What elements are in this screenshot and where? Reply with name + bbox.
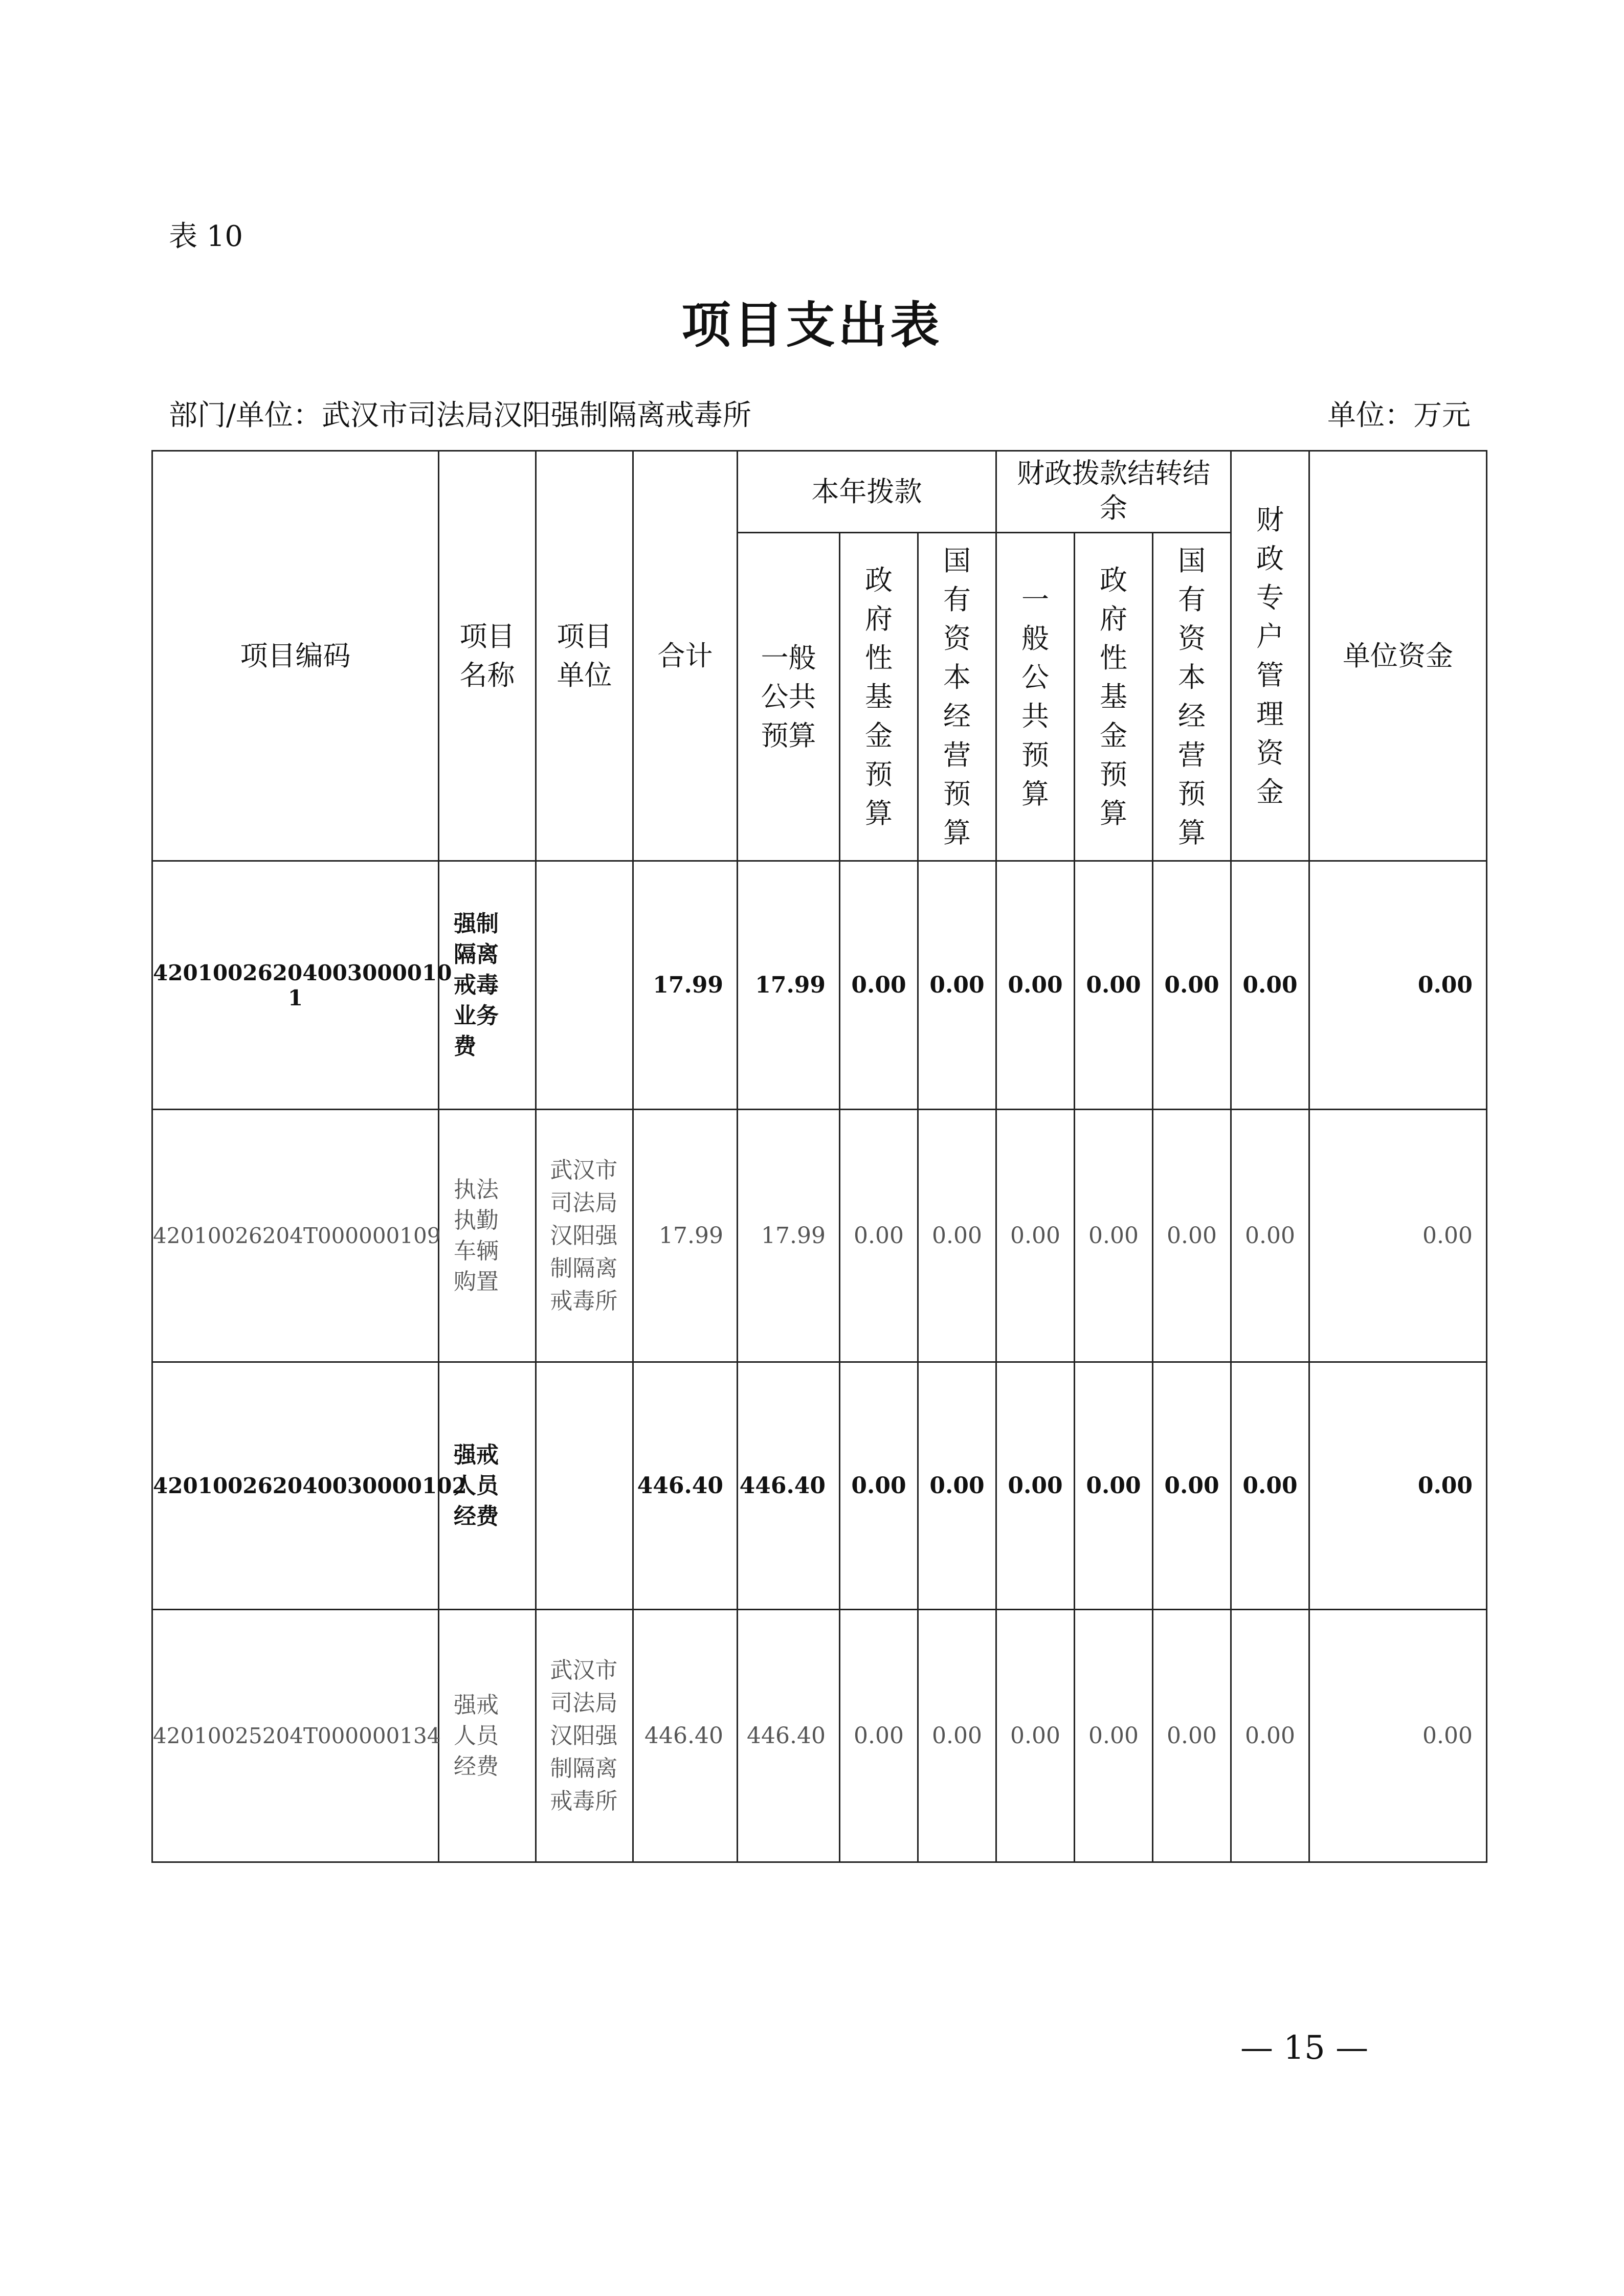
row-general: 446.40 <box>738 1362 840 1610</box>
header-special-fund: 财政专户管理资金 <box>1231 451 1309 861</box>
row-total: 17.99 <box>633 1110 738 1362</box>
row-general: 446.40 <box>738 1610 840 1862</box>
row-special: 0.00 <box>1231 1362 1309 1610</box>
row-total: 17.99 <box>633 861 738 1110</box>
row-unit-fund: 0.00 <box>1309 1110 1487 1362</box>
row-total: 446.40 <box>633 1610 738 1862</box>
row-state-capital: 0.00 <box>918 1610 996 1862</box>
header-gov-fund-budget: 政府性基金预算 <box>840 533 918 861</box>
project-expenditure-table <box>151 450 1487 1863</box>
header-name: 项目名称 <box>439 451 536 861</box>
row-unit <box>536 861 633 1110</box>
row-gov-fund: 0.00 <box>840 1610 918 1862</box>
row-carry-gov-fund: 0.00 <box>1075 1610 1153 1862</box>
row-unit: 武汉市司法局汉阳强制隔离戒毒所 <box>536 1110 633 1362</box>
row-carry-gov-fund: 0.00 <box>1075 861 1153 1110</box>
row-state-capital: 0.00 <box>918 861 996 1110</box>
row-carry-general: 0.00 <box>996 1110 1075 1362</box>
row-unit: 武汉市司法局汉阳强制隔离戒毒所 <box>536 1610 633 1862</box>
row-gov-fund: 0.00 <box>840 1110 918 1362</box>
row-general: 17.99 <box>738 861 840 1110</box>
row-total: 446.40 <box>633 1362 738 1610</box>
row-carry-state-capital: 0.00 <box>1153 1110 1231 1362</box>
row-name: 强戒人员经费 <box>439 1610 536 1862</box>
row-gov-fund: 0.00 <box>840 861 918 1110</box>
page-title: 项目支出表 <box>681 297 943 354</box>
table-row <box>152 1110 1487 1362</box>
row-state-capital: 0.00 <box>918 1110 996 1362</box>
header-code: 项目编码 <box>152 451 439 861</box>
row-code: 42010026204003000010 1 <box>152 861 439 1110</box>
row-name: 强戒人员经费 <box>439 1362 536 1610</box>
row-carry-gov-fund: 0.00 <box>1075 1110 1153 1362</box>
header-total: 合计 <box>633 451 738 861</box>
row-code: 42010026204T000000109 <box>152 1110 439 1362</box>
row-general: 17.99 <box>738 1110 840 1362</box>
table-label: 表 10 <box>169 220 243 253</box>
row-unit-fund: 0.00 <box>1309 1610 1487 1862</box>
row-carry-state-capital: 0.00 <box>1153 1610 1231 1862</box>
row-special: 0.00 <box>1231 861 1309 1110</box>
row-code: 42010025204T000000134 <box>152 1610 439 1862</box>
department-line: 部门/单位：武汉市司法局汉阳强制隔离戒毒所 <box>169 399 751 432</box>
row-carry-state-capital: 0.00 <box>1153 1362 1231 1610</box>
header-carry-general: 一般公共预算 <box>996 533 1075 861</box>
row-unit <box>536 1362 633 1610</box>
header-carryover: 财政拨款结转结余 <box>996 451 1231 533</box>
header-carry-gov-fund: 政府性基金预算 <box>1075 533 1153 861</box>
header-carry-state-capital: 国有资本经营预算 <box>1153 533 1231 861</box>
row-carry-general: 0.00 <box>996 861 1075 1110</box>
header-current-year: 本年拨款 <box>738 451 996 533</box>
header-unit-fund: 单位资金 <box>1309 451 1487 861</box>
header-state-capital-budget: 国有资本经营预算 <box>918 533 996 861</box>
row-unit-fund: 0.00 <box>1309 1362 1487 1610</box>
row-name: 执法执勤车辆购置 <box>439 1110 536 1362</box>
table-row <box>152 1610 1487 1862</box>
row-carry-general: 0.00 <box>996 1362 1075 1610</box>
row-unit-fund: 0.00 <box>1309 861 1487 1110</box>
row-gov-fund: 0.00 <box>840 1362 918 1610</box>
row-special: 0.00 <box>1231 1610 1309 1862</box>
row-carry-gov-fund: 0.00 <box>1075 1362 1153 1610</box>
table-row <box>152 1362 1487 1610</box>
header-unit: 项目单位 <box>536 451 633 861</box>
header-general-budget: 一般公共预算 <box>738 533 840 861</box>
row-special: 0.00 <box>1231 1110 1309 1362</box>
row-name: 强制隔离戒毒业务费 <box>439 861 536 1110</box>
table-row <box>152 861 1487 1110</box>
row-carry-general: 0.00 <box>996 1610 1075 1862</box>
unit-line: 单位：万元 <box>1327 399 1471 432</box>
row-code: 420100262040030000102 <box>152 1362 439 1610</box>
row-carry-state-capital: 0.00 <box>1153 861 1231 1110</box>
row-state-capital: 0.00 <box>918 1362 996 1610</box>
